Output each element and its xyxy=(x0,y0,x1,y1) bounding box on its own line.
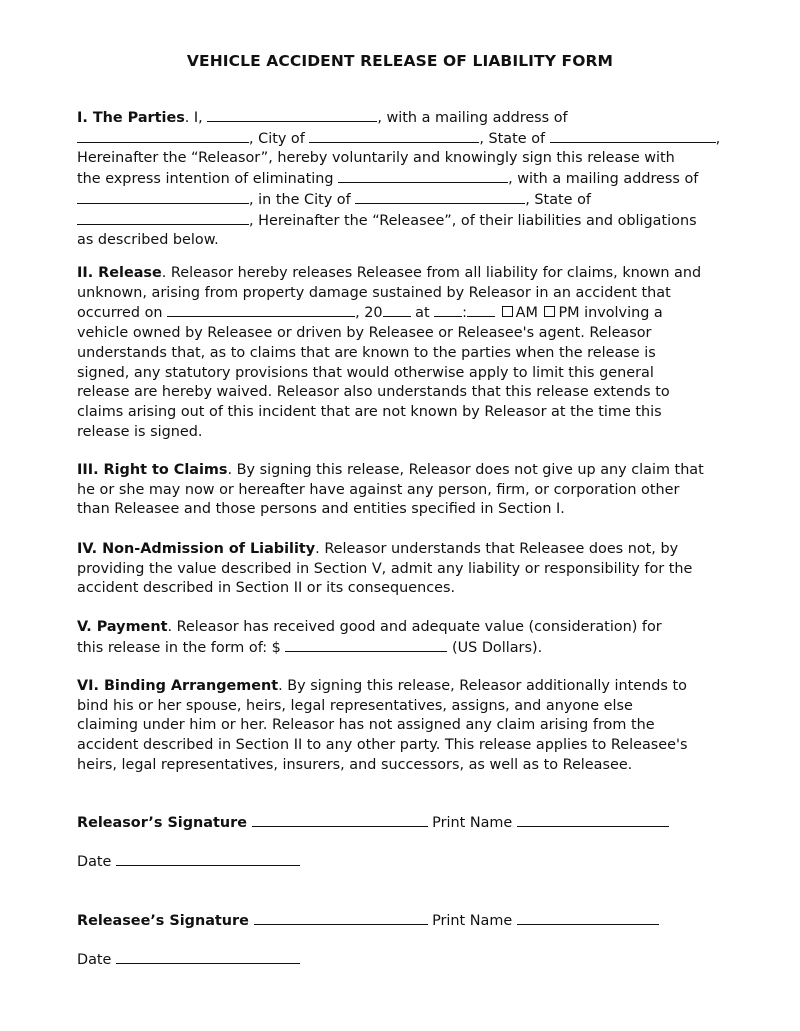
releasor-signature-label: Releasor’s Signature xyxy=(77,815,247,831)
releasee-signature-label: Releasee’s Signature xyxy=(77,913,249,929)
claims-text: than Releasee and those persons and entities specified in Section I. xyxy=(77,501,565,518)
releasee-address-field[interactable] xyxy=(77,190,249,204)
accident-year-field[interactable] xyxy=(383,303,411,317)
releasee-city-field[interactable] xyxy=(355,190,525,204)
release-text: : xyxy=(462,305,468,322)
parties-text: the express intention of eliminating xyxy=(77,171,339,188)
releasor-date-field[interactable] xyxy=(116,852,300,866)
parties-text: , State of xyxy=(525,191,591,208)
parties-text: , City of xyxy=(249,130,310,147)
accident-date-field[interactable] xyxy=(167,303,355,317)
releasee-signature-field[interactable] xyxy=(254,911,428,925)
nonadmission-text: providing the value described in Section V, admit any liability or responsibility for the xyxy=(77,560,693,577)
claims-heading: III. Right to Claims xyxy=(77,462,228,478)
section-binding xyxy=(77,677,727,776)
payment-text: (US Dollars). xyxy=(447,639,543,656)
payment-text: . Releasor has received good and adequate value (consideration) for xyxy=(167,619,662,635)
releasor-city-field[interactable] xyxy=(309,129,479,143)
release-text: , 20 xyxy=(355,305,383,322)
parties-text: Hereinafter the “Releasor”, hereby voluntarily and knowingly sign this release with xyxy=(77,150,675,167)
releasor-name-field[interactable] xyxy=(207,108,377,122)
section-payment xyxy=(77,618,727,658)
release-text: unknown, arising from property damage sustained by Releasor in an accident that xyxy=(77,284,671,301)
releasee-print-name-label: Print Name xyxy=(432,913,513,929)
pm-checkbox[interactable] xyxy=(544,306,555,317)
release-text: release are hereby waived. Releasor also understands that this release extends to xyxy=(77,384,670,401)
release-text: signed, any statutory provisions that would otherwise apply to limit this general xyxy=(77,364,654,381)
releasor-date-label: Date xyxy=(77,854,112,870)
nonadmission-heading: IV. Non-Admission of Liability xyxy=(77,541,316,557)
parties-text: , in the City of xyxy=(249,191,356,208)
nonadmission-text: . Releasor understands that Releasee does not, by xyxy=(315,541,679,557)
binding-text: claiming under him or her. Releasor has not assigned any claim arising from the xyxy=(77,717,655,734)
section-parties xyxy=(77,108,727,251)
releasee-date-field[interactable] xyxy=(116,950,300,964)
release-text: occurred on xyxy=(77,305,168,322)
accident-hour-field[interactable] xyxy=(434,303,462,317)
releasee-date-row xyxy=(77,950,300,970)
binding-heading: VI. Binding Arrangement xyxy=(77,678,279,694)
releasee-date-label: Date xyxy=(77,952,112,968)
binding-text: accident described in Section II to any other party. This release applies to Releasee's xyxy=(77,737,688,754)
section-right-to-claims xyxy=(77,461,727,520)
releasor-print-name-label: Print Name xyxy=(432,815,513,831)
payment-amount-field[interactable] xyxy=(285,638,447,652)
releasor-signature-field[interactable] xyxy=(252,813,428,827)
release-text: claims arising out of this incident that are not known by Releasor at the time this xyxy=(77,403,662,420)
release-text: AM xyxy=(515,305,538,322)
releasee-print-name-field[interactable] xyxy=(517,911,659,925)
section-release xyxy=(77,264,727,442)
am-checkbox[interactable] xyxy=(502,306,513,317)
parties-text: , Hereinafter the “Releasee”, of their liabilities and obligations xyxy=(249,212,697,229)
binding-text: bind his or her spouse, heirs, legal representatives, assigns, and anyone else xyxy=(77,697,633,714)
releasor-date-row xyxy=(77,852,300,872)
releasee-name-field[interactable] xyxy=(338,169,508,183)
release-text: at xyxy=(410,305,435,322)
releasor-signature-row xyxy=(77,813,669,833)
parties-heading: I. The Parties xyxy=(77,110,185,126)
releasor-address-field[interactable] xyxy=(77,129,249,143)
release-text: understands that, as to claims that are known to the parties when the release is xyxy=(77,344,656,361)
releasee-state-field[interactable] xyxy=(77,211,249,225)
section-non-admission xyxy=(77,540,727,599)
release-text: PM involving a xyxy=(558,305,663,322)
parties-text: , xyxy=(715,130,721,147)
claims-text: . By signing this release, Releasor does not give up any claim that xyxy=(227,462,704,478)
release-text: . Releasor hereby releases Releasee from all liability for claims, known and xyxy=(161,265,702,281)
release-heading: II. Release xyxy=(77,265,162,281)
accident-minute-field[interactable] xyxy=(467,303,495,317)
form-title: VEHICLE ACCIDENT RELEASE OF LIABILITY FORM xyxy=(186,52,614,70)
parties-text: , State of xyxy=(479,130,550,147)
parties-text: , with a mailing address of xyxy=(508,171,699,188)
release-text: vehicle owned by Releasee or driven by Releasee or Releasee's agent. Releasor xyxy=(77,325,652,342)
claims-text: he or she may now or hereafter have against any person, firm, or corporation other xyxy=(77,481,680,498)
releasor-print-name-field[interactable] xyxy=(517,813,669,827)
parties-text: . I, xyxy=(184,110,208,126)
releasee-signature-row xyxy=(77,911,659,931)
releasor-state-field[interactable] xyxy=(550,129,716,143)
binding-text: heirs, legal representatives, insurers, and successors, as well as to Releasee. xyxy=(77,756,633,773)
parties-text: , with a mailing address of xyxy=(377,110,568,126)
release-text: release is signed. xyxy=(77,423,203,440)
payment-text: this release in the form of: $ xyxy=(77,639,286,656)
payment-heading: V. Payment xyxy=(77,619,168,635)
binding-text: . By signing this release, Releasor additionally intends to xyxy=(278,678,687,694)
parties-text: as described below. xyxy=(77,232,219,249)
nonadmission-text: accident described in Section II or its consequences. xyxy=(77,580,456,597)
